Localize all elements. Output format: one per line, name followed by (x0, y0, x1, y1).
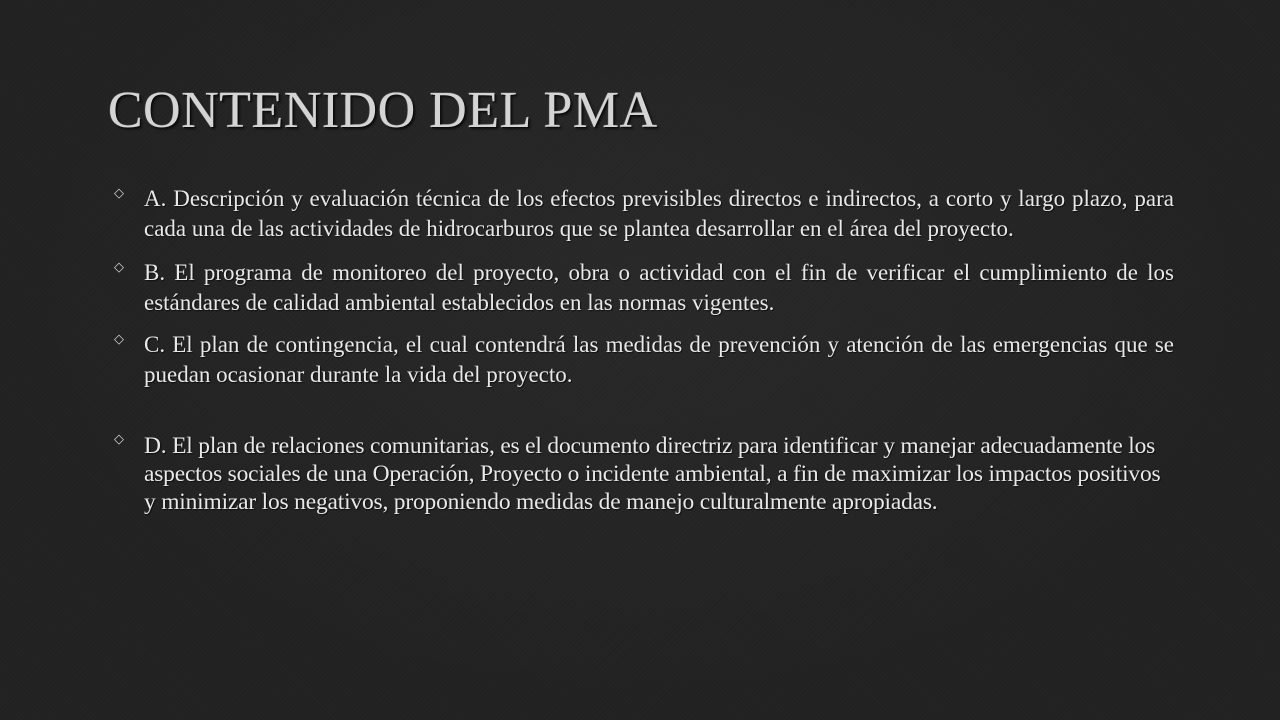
bullet-text-c: C. El plan de contingencia, el cual contendrá las medidas de prevención y atención de las emergencias que se puedan ocasionar durante la vida del proyecto. (144, 332, 1174, 387)
bullet-text-b: B. El programa de monitoreo del proyecto, obra o actividad con el fin de verificar el cumplimiento de los estándares de calidad ambiental establecidos en las normas vigentes. (144, 260, 1174, 315)
diamond-bullet-icon: ◇ (114, 332, 124, 347)
bullet-list (112, 184, 1174, 516)
bullet-text-a: A. Descripción y evaluación técnica de los efectos previsibles directos e indirectos, a corto y largo plazo, para cada una de las actividades de hidrocarburos que se plantea desarrollar en el área del proyecto. (144, 186, 1174, 241)
slide-title: CONTENIDO DEL PMA (108, 82, 658, 139)
bullet-item-d (112, 432, 1174, 516)
bullet-item-b (112, 258, 1174, 318)
diamond-bullet-icon: ◇ (114, 432, 124, 447)
bullet-item-a (112, 184, 1174, 244)
diamond-bullet-icon: ◇ (114, 260, 124, 275)
bullet-text-d: D. El plan de relaciones comunitarias, es el documento directriz para identificar y manejar adecuadamente los aspectos sociales de una Operación, Proyecto o incidente ambiental, a fin de maximizar los impactos positivos y minimizar los negativos, proponiendo medidas de manejo culturalmente apropiadas. (144, 433, 1161, 515)
diamond-bullet-icon: ◇ (114, 186, 124, 201)
bullet-item-c (112, 330, 1174, 390)
